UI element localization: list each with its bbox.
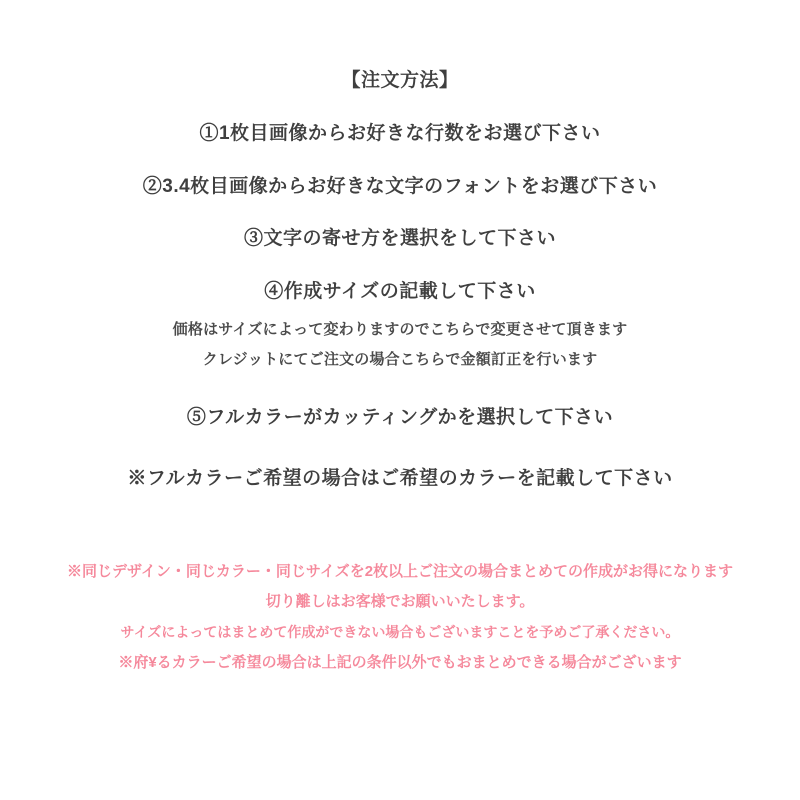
notice-item-2: 切り離しはお客様でお願いいたします。 [265,593,535,611]
page-title: 【注文方法】 [341,70,459,91]
notice-item-1: ※同じデザイン・同じカラー・同じサイズを2枚以上ご注文の場合まとめての作成がお得になります [66,562,734,580]
notice-item-3: サイズによってはまとめて作成ができない場合もございますことを予めご了承ください。 [120,624,680,641]
notices-section [0,563,800,673]
step-4-note-2: クレジットにてご注文の場合こちらで金額訂正を行います [202,350,598,368]
step-item-1: ①1枚目画像からお好きな行数をお選び下さい [199,122,601,144]
step-item-2: ②3.4枚目画像からお好きな文字のフォントをお選び下さい [142,175,658,197]
notice-item-4: ※府¥るカラーご希望の場合は上記の条件以外でもおまとめできる場合がございます [118,653,682,671]
step-item-3: ③文字の寄せ方を選択をして下さい [243,228,556,250]
step-item-4: ④作成サイズの記載して下さい [264,281,536,303]
step-4-note-1: 価格はサイズによって変わりますのでこちらで変更させて頂きます [172,320,628,338]
step-item-5: ⑤フルカラーがカッティングかを選択して下さい [186,406,614,428]
full-color-note: ※フルカラーご希望の場合はご希望のカラーを記載して下さい [127,467,673,489]
